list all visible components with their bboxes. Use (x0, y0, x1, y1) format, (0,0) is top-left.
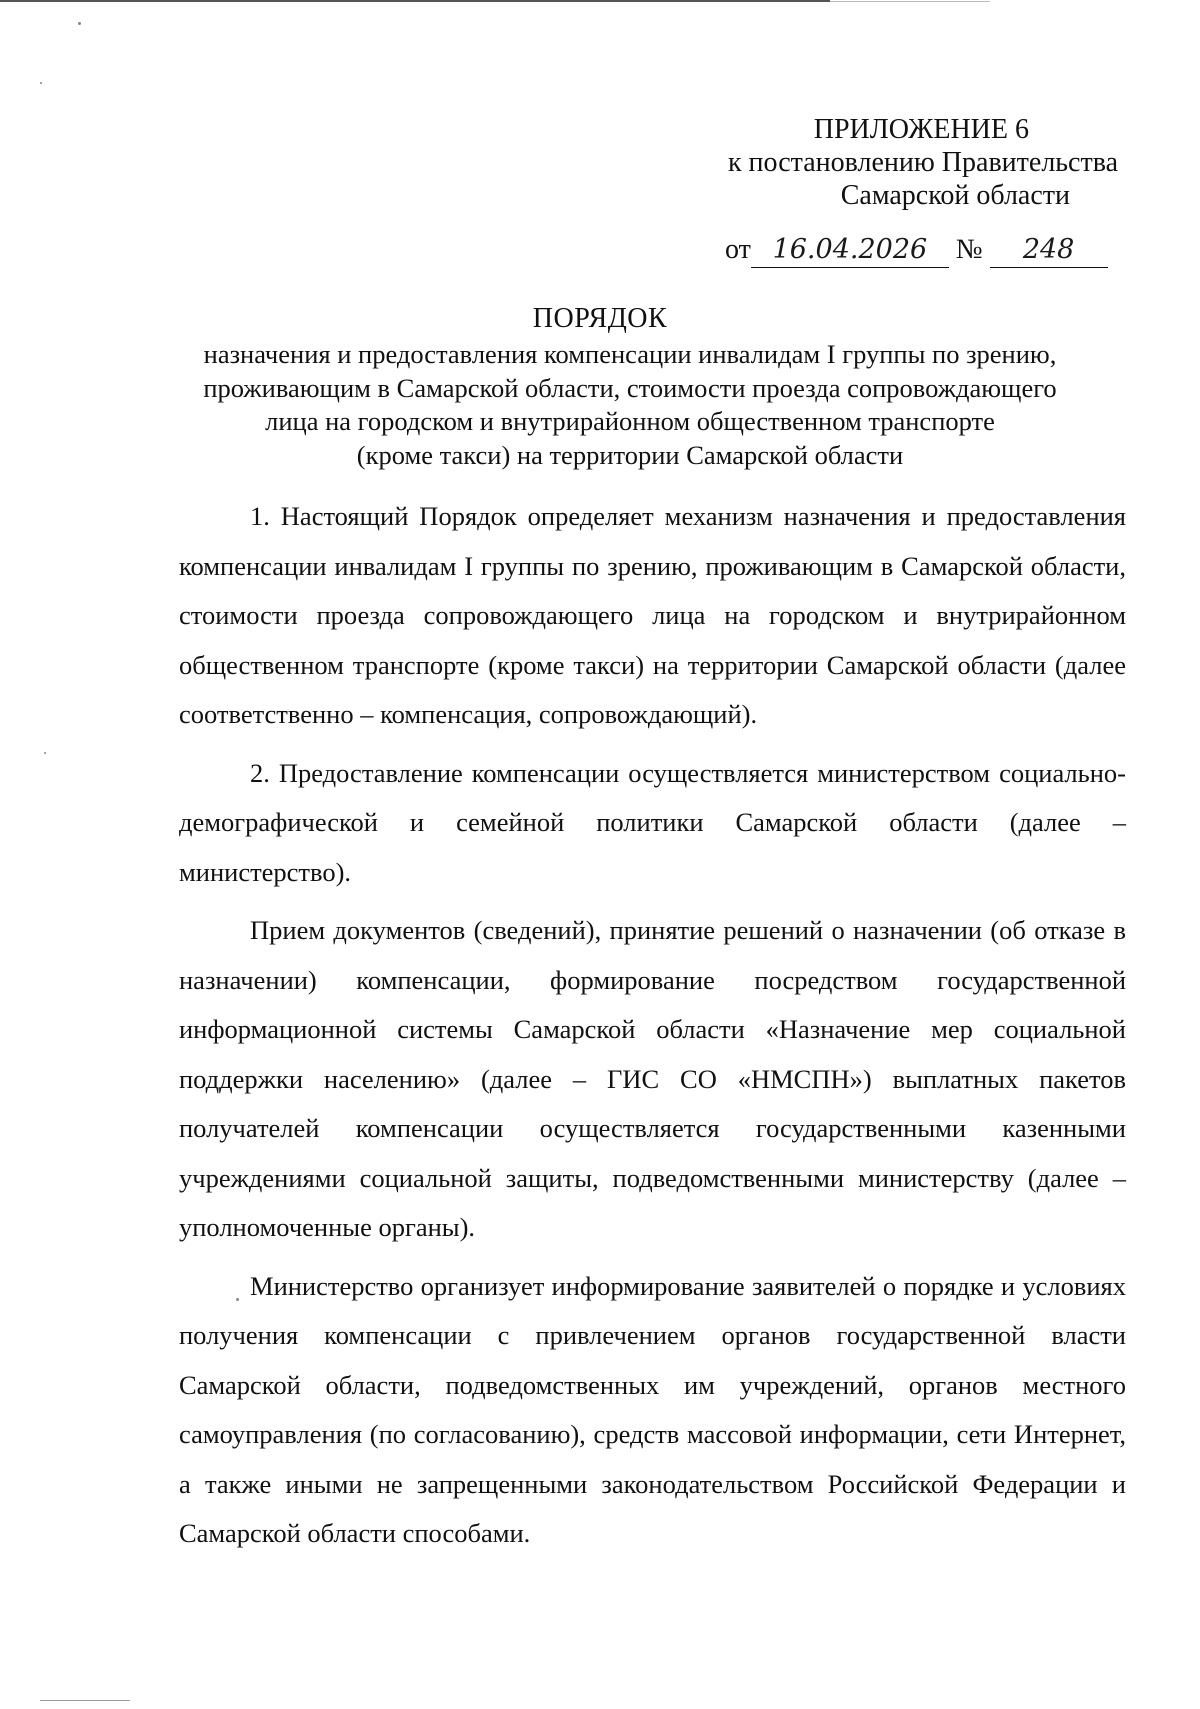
document-body (179, 492, 1126, 1559)
document-title: ПОРЯДОК (532, 303, 668, 334)
scan-speck (40, 82, 42, 84)
resolution-dateline (725, 233, 1108, 268)
handwritten-date: 16.04.2026 (751, 233, 949, 268)
scan-edge-line-bottom (40, 1700, 130, 1701)
appendix-header (518, 113, 1118, 212)
paragraph: 2. Предоставление компенсации осуществляется министерством социально-демографической и семейной политики Самарской области (далее – министерство). (179, 757, 1126, 887)
number-sign: № (955, 234, 983, 265)
subtitle-line: назначения и предоставления компенсации инвалидам I группы по зрению, (203, 339, 1057, 369)
date-prefix: от (725, 234, 751, 265)
scan-edge-line-faint (830, 1, 990, 2)
scan-speck (78, 22, 81, 25)
appendix-title: ПРИЛОЖЕНИЕ 6 (813, 114, 1029, 145)
appendix-line: к постановлению Правительства (727, 147, 1118, 178)
subtitle-line: (кроме такси) на территории Самарской области (356, 439, 904, 470)
scan-speck (44, 752, 46, 754)
subtitle-line: проживающим в Самарской области, стоимости проезда сопровождающего (203, 372, 1057, 403)
document-subtitle (160, 338, 1100, 472)
appendix-line: Самарской области (840, 180, 1070, 211)
paragraph: Министерство организует информирование заявителей о порядке и условиях получения компенсации с привлечением органов государственной власти Самарской области, подведомственных им учреждений, органов местного самоуправления (по согласованию), средств массовой информации, сети Интернет, а также иными не запрещенными законодательством Российской Федерации и Самарской области способами. (179, 1270, 1126, 1548)
paragraph: Прием документов (сведений), принятие решений о назначении (об отказе в назначении) компенсации, формирование посредством государственной информационной системы Самарской области «Назначение мер социальной поддержки населению» (далее – ГИС СО «НМСПН») выплатных пакетов получателей компенсации осуществляется государственными казенными учреждениями социальной защиты, подведомственными министерству (далее – уполномоченные органы). (179, 915, 1126, 1242)
scan-edge-line (0, 0, 830, 2)
paragraph: 1. Настоящий Порядок определяет механизм назначения и предоставления компенсации инвалидам I группы по зрению, проживающим в Самарской области, стоимости проезда сопровождающего лица на городском и внутрирайонном общественном транспорте (кроме такси) на территории Самарской области (далее соответственно – компенсация, сопровождающий). (179, 501, 1126, 729)
handwritten-number: 248 (990, 233, 1108, 268)
subtitle-line: лица на городском и внутрирайонном общественном транспорте (265, 406, 995, 436)
